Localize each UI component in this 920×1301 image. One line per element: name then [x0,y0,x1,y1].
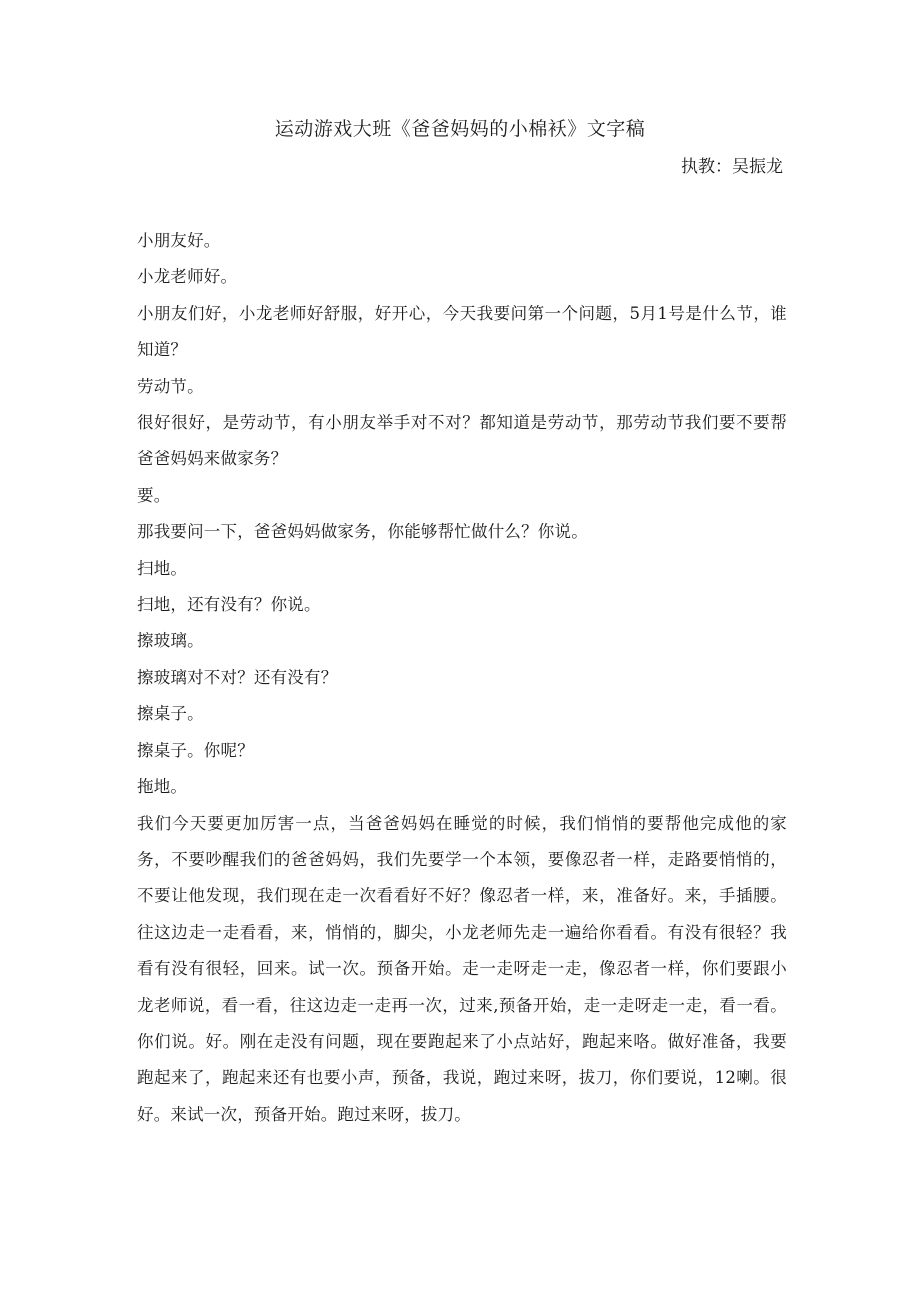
author-line: 执教：吴振龙 [681,157,783,177]
paragraph: 擦桌子。你呢？ [137,740,254,760]
paragraph: 那我要问一下，爸爸妈妈做家务，你能够帮忙做什么？你说。 [137,522,588,542]
paragraph: 要。 [137,485,171,505]
paragraph: 扫地，还有没有？你说。 [137,595,321,615]
paragraph: 扫地。 [137,558,188,578]
paragraph: 小朋友好。 [137,231,221,250]
paragraph: 擦桌子。 [137,704,204,724]
document-body [137,223,787,1133]
paragraph: 拖地。 [137,777,188,797]
document-title: 运动游戏大班《爸爸妈妈的小棉袄》文字稿 [274,118,646,140]
paragraph: 很好很好，是劳动节，有小朋友举手对不对？都知道是劳动节，那劳动节我们要不要帮爸爸妈妈来做家务？ [137,413,787,469]
paragraph: 擦玻璃对不对？还有没有？ [137,667,338,687]
paragraph: 我们今天要更加厉害一点，当爸爸妈妈在睡觉的时候，我们悄悄的要帮他完成他的家务，不要吵醒我们的爸爸妈妈，我们先要学一个本领，要像忍者一样，走路要悄悄的，不要让他发现，我们现在走一次看看好不好？像忍者一样，来，准备好。来，手插腰。往这边走一走看看，来，悄悄的，脚尖，小龙老师先走一遍给你看看。有没有很轻？我看有没有很轻，回来。试一次。预备开始。走一走呀走一走，像忍者一样，你们要跟小龙老师说，看一看，往这边走一走再一次，过来,预备开始，走一走呀走一走，看一看。你们说。好。刚在走没有问题，现在要跑起来了小点站好，跑起来咯。做好准备，我要跑起来了，跑起来还有也要小声，预备，我说，跑过来呀，拔刀，你们要说，12喇。很好。来试一次，预备开始。跑过来呀，拔刀。 [137,813,787,1124]
paragraph: 劳动节。 [137,376,204,396]
paragraph: 小龙老师好。 [137,267,238,287]
paragraph: 小朋友们好，小龙老师好舒服，好开心，今天我要问第一个问题，5月1号是什么节，谁知道？ [137,303,787,360]
paragraph: 擦玻璃。 [137,631,204,651]
